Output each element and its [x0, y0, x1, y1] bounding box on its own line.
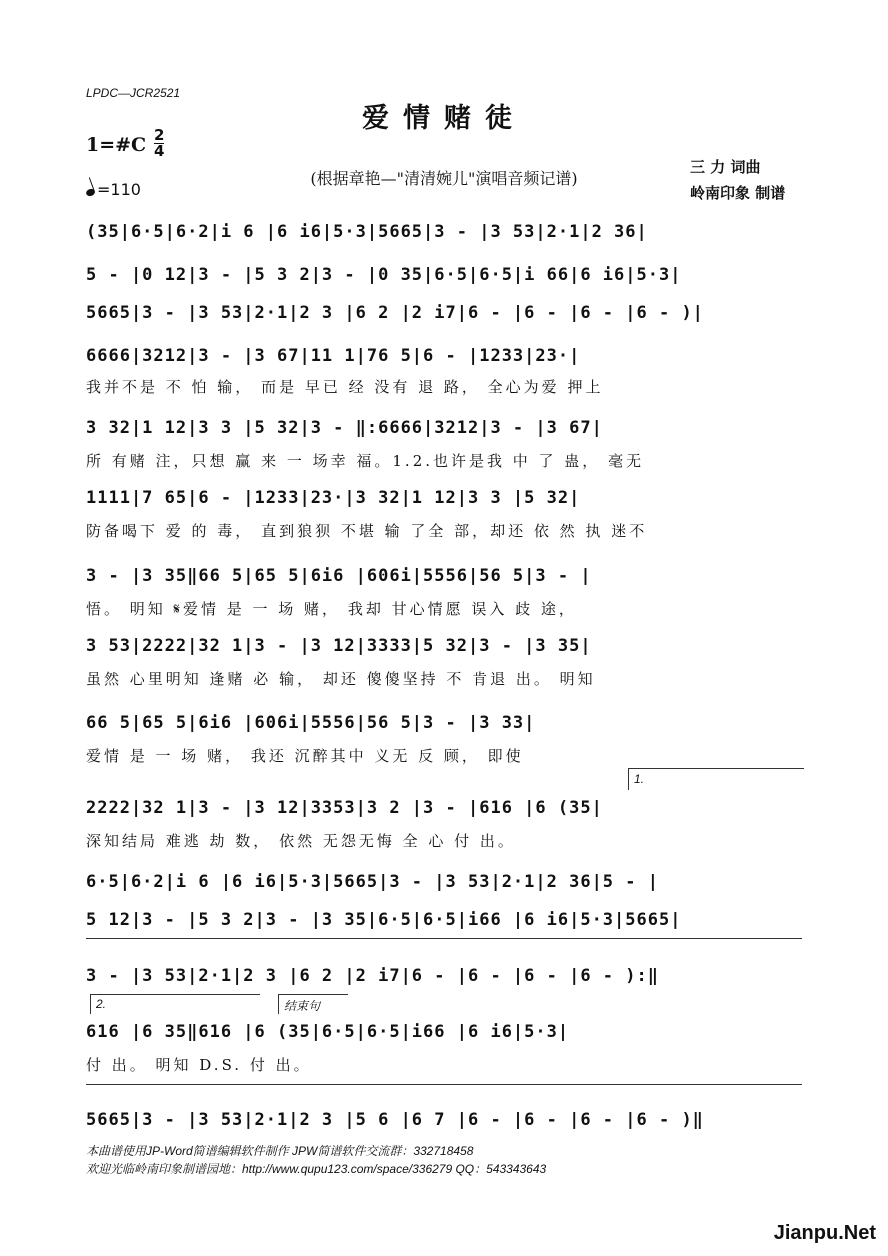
notation-row: 5665|3 - |3 53|2·1|2 3 |6 2 |2 i7|6 - |6 - |6 - |6 - )|	[86, 303, 704, 323]
volta-line	[86, 1084, 802, 1085]
subtitle: (根据章艳—"清清婉儿"演唱音频记谱)	[310, 169, 578, 188]
lyrics-row: 我并不是 不 怕 输， 而是 早已 经 没有 退 路， 全心为爱 押上	[86, 378, 604, 396]
volta-bracket-2	[90, 994, 91, 1014]
lyrics-row: 防备喝下 爱 的 毒， 直到狼狈 不堪 输 了全 部，却还 依 然 执 迷不	[86, 522, 648, 540]
lyrics-row: 所 有赌 注，只想 赢 来 一 场幸 福。1.2.也许是我 中 了 蛊， 毫无	[86, 452, 645, 470]
notation-row: 2222|32 1|3 - |3 12|3353|3 2 |3 - |616 |6 (35|	[86, 798, 603, 818]
credits	[690, 154, 785, 206]
footer-website-note: 欢迎光临岭南印象制谱园地：http://www.qupu123.com/space/336279 QQ：543343643	[86, 1162, 547, 1176]
ending-bracket	[278, 994, 279, 1014]
lyrics-row: 虽然 心里明知 逢赌 必 输， 却还 傻傻坚持 不 肯退 出。 明知	[86, 670, 596, 688]
notation-row: 6·5|6·2|i 6 |6 i6|5·3|5665|3 - |3 53|2·1|2 36|5 - |	[86, 872, 659, 892]
notation-row: (35|6·5|6·2|i 6 |6 i6|5·3|5665|3 - |3 53|2·1|2 36|	[86, 222, 648, 242]
volta-1-label: 1.	[634, 772, 645, 786]
notation-row: 1111|7 65|6 - |1233|23·|3 32|1 12|3 3 |5 32|	[86, 488, 581, 508]
key-signature: 1=#C	[86, 134, 147, 156]
credit-score: 岭南印象 制谱	[690, 184, 786, 202]
lyrics-row: 悟。 明知 𝄋爱情 是 一 场 赌， 我却 甘心情愿 误入 歧 途，	[86, 600, 577, 618]
ending-label: 结束句	[284, 999, 321, 1013]
volta-line	[86, 938, 802, 939]
score-code: LPDC—JCR2521	[86, 86, 181, 100]
notation-row: 3 53|2222|32 1|3 - |3 12|3333|5 32|3 - |3 35|	[86, 636, 592, 656]
tempo-value: =110	[97, 180, 141, 199]
notation-row: 5 12|3 - |5 3 2|3 - |3 35|6·5|6·5|i66 |6 i6|5·3|5665|	[86, 910, 682, 930]
notation-row: 3 32|1 12|3 3 |5 32|3 - ‖:6666|3212|3 - |3 67|	[86, 418, 603, 438]
meter-bottom: 4	[154, 142, 165, 160]
volta-bracket-1	[628, 768, 629, 790]
credit-lyrics-music: 三 力 词曲	[690, 158, 761, 176]
notation-row: 66 5|65 5|6i6 |606i|5556|56 5|3 - |3 33|	[86, 713, 536, 733]
volta-line-1	[628, 768, 804, 769]
notation-row: 6666|3212|3 - |3 67|11 1|76 5|6 - |1233|23·|	[86, 346, 581, 366]
notation-row: 3 - |3 35‖66 5|65 5|6i6 |606i|5556|56 5|3 - |	[86, 566, 592, 586]
ending-line	[278, 994, 348, 995]
watermark: Jianpu.Net	[773, 1222, 876, 1244]
notation-row: 3 - |3 53|2·1|2 3 |6 2 |2 i7|6 - |6 - |6 - |6 - ):‖	[86, 966, 659, 986]
quarter-note-icon	[85, 188, 96, 198]
footer-software-note: 本曲谱使用JP-Word简谱编辑软件制作 JPW简谱软件交流群：332718458	[86, 1144, 474, 1158]
lyrics-row: 深知结局 难逃 劫 数， 依然 无怨无悔 全 心 付 出。	[86, 832, 516, 850]
lyrics-row: 付 出。 明知 D.S. 付 出。	[86, 1056, 312, 1074]
volta-2-label: 2.	[96, 997, 107, 1011]
notation-row: 5 - |0 12|3 - |5 3 2|3 - |0 35|6·5|6·5|i 66|6 i6|5·3|	[86, 265, 682, 285]
lyrics-row: 爱情 是 一 场 赌， 我还 沉醉其中 义无 反 顾， 即使	[86, 747, 524, 765]
notation-row: 5665|3 - |3 53|2·1|2 3 |5 6 |6 7 |6 - |6 - |6 - |6 - )‖	[86, 1110, 704, 1130]
song-title: 爱情赌徒	[362, 103, 526, 134]
time-signature	[154, 128, 164, 159]
volta-line-2	[90, 994, 260, 995]
meter-top: 2	[154, 126, 165, 144]
notation-row: 616 |6 35‖616 |6 (35|6·5|6·5|i66 |6 i6|5·3|	[86, 1022, 570, 1042]
